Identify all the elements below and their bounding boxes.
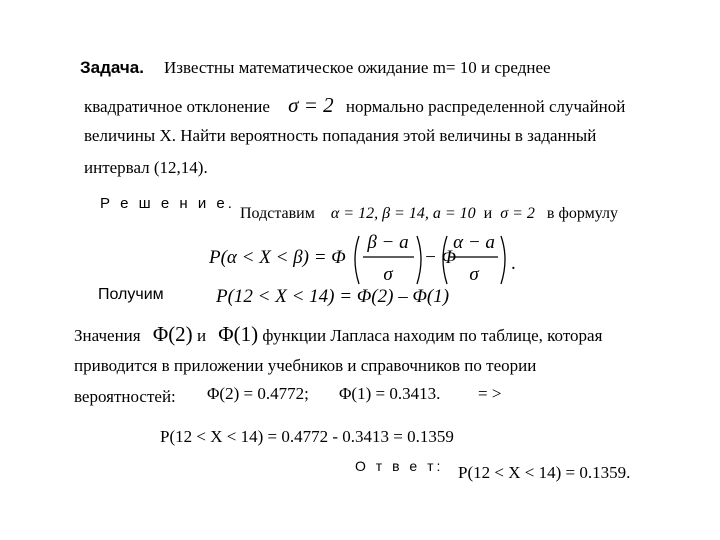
formula-minus: − Φ: [424, 247, 457, 268]
formula-denominator-2: σ: [469, 264, 479, 285]
task-sigma: σ = 2: [288, 93, 334, 117]
answer-value: P(12 < X < 14) = 0.1359.: [458, 463, 631, 482]
laplace-line-1-rest: функции Лапласа находим по таблице, которая: [262, 326, 603, 345]
phi1-value: Φ(1) = 0.3413.: [339, 384, 441, 403]
solution-heading: Р е ш е н и е.: [100, 195, 235, 212]
task-line-3: величины X. Найти вероятность попадания этой величины в заданный: [84, 126, 597, 145]
calculation-line: P(12 < X < 14) = 0.4772 - 0.3413 = 0.1359: [160, 427, 454, 446]
substitute-and: и: [483, 205, 493, 222]
laplace-line-3-label: вероятностей:: [74, 387, 176, 406]
task-heading: Задача.: [80, 58, 144, 77]
formula-paren-close-1: [417, 236, 421, 284]
result-formula: P(12 < X < 14) = Φ(2) – Φ(1): [216, 286, 450, 307]
substitute-values: α = 12, β = 14, a = 10: [330, 205, 476, 222]
substitute-label: Подставим: [240, 205, 315, 222]
task-line-4: интервал (12,14).: [84, 158, 208, 177]
laplace-and: и: [196, 326, 207, 345]
get-label: Получим: [98, 286, 164, 303]
answer-label: О т в е т:: [355, 458, 444, 474]
substitute-into-formula: в формулу: [546, 205, 618, 222]
laplace-phi1: Φ(1): [218, 322, 259, 346]
task-line-2: [84, 94, 625, 117]
formula-end: .: [511, 253, 516, 274]
substitute-sigma: σ = 2: [500, 205, 535, 222]
formula-paren-open-1: [355, 236, 359, 284]
formula-lhs: P(α < X < β) = Φ: [209, 247, 346, 268]
formula-paren-close-2: [501, 236, 505, 284]
probability-formula: [205, 226, 525, 292]
laplace-line-1: [74, 323, 602, 346]
formula-numerator-1: β − a: [367, 232, 409, 253]
formula-numerator-2: α − a: [453, 232, 495, 253]
laplace-phi2: Φ(2): [152, 322, 193, 346]
laplace-values-word: Значения: [74, 326, 141, 345]
task-line-2-text: квадратичное отклонение: [84, 97, 270, 116]
formula-denominator-1: σ: [383, 264, 393, 285]
laplace-line-2: приводится в приложении учебников и справочников по теории: [74, 356, 537, 375]
substitute-line: [240, 205, 618, 223]
task-line-2-tail: нормально распределенной случайной: [345, 97, 626, 116]
implies-arrow: = >: [478, 384, 502, 403]
phi2-value: Φ(2) = 0.4772;: [207, 384, 309, 403]
task-line-1: Известны математическое ожидание m= 10 и среднее: [164, 58, 551, 77]
